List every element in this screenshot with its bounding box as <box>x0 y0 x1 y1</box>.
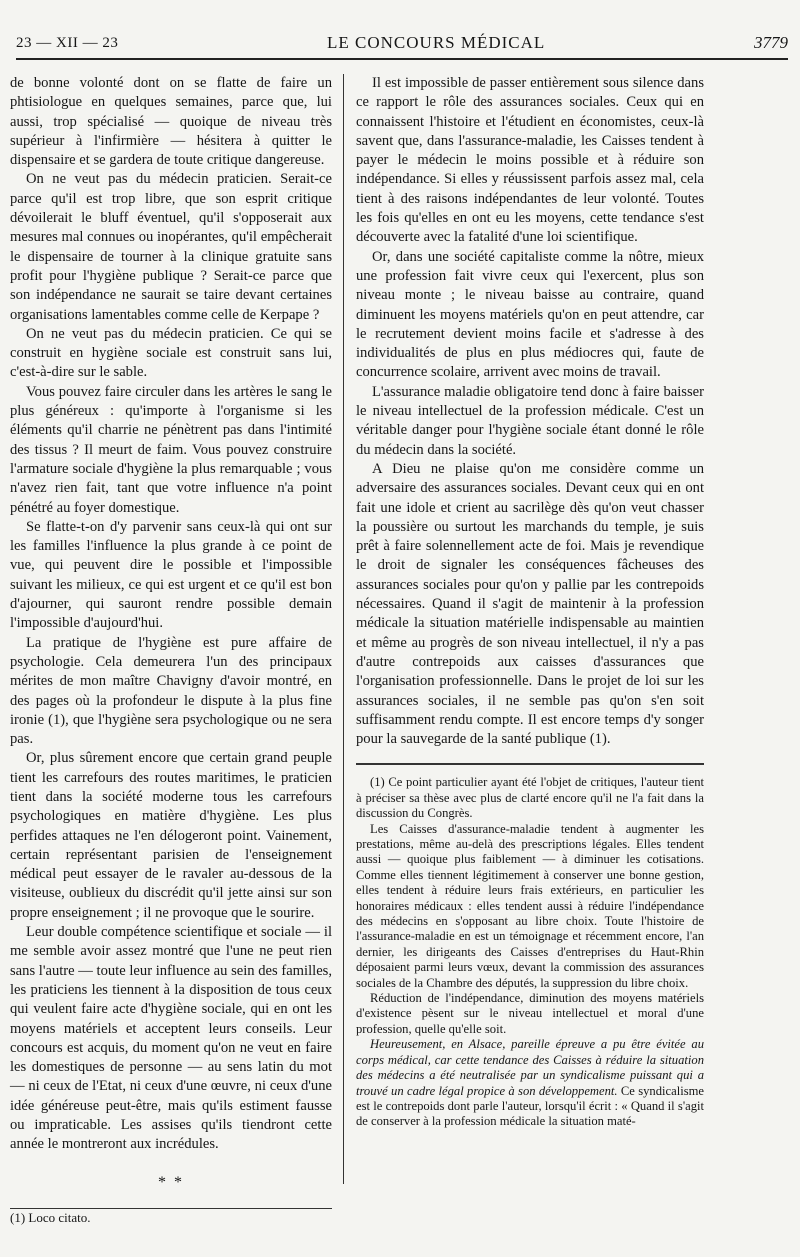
paragraph: A Dieu ne plaise qu'on me considère comme un adversaire des assurances sociales. Devant ceux qui en ont fait une idole et crient au sacrilège dès qu'on veut chasser la poussière ou surtout les marchands du temple, je suis prêt à faire solennellement acte de foi. Mais je revendique le droit de signaler les conséquences fâcheuses des assurances sociales pour qu'on y pallie par les contrepoids nécessaires. Quand il s'agit de maintenir à la profession médicale la situation matérielle indispensable au maintien et même au progrès de son niveau intellectuel, il n'y a pas d'autre contrepoids aux caisses d'assurances que l'organisation professionnelle. Dans le projet de loi sur les assurances sociales, il ne semble pas qu'on s'en soit suffisamment rendu compte. Il est encore temps d'y songer pour la sauvegarde de la santé publique (1). <box>356 460 704 748</box>
footnote: Réduction de l'indépendance, diminution des moyens matériels d'existence pèsent sur le niveau intellectuel et moral d'une profession, quelle qu'elle soit. <box>356 991 704 1036</box>
footnote: (1) Loco citato. <box>10 1209 91 1225</box>
section-asterism: * * <box>158 1173 184 1191</box>
left-column <box>10 74 332 1226</box>
paragraph: Or, plus sûrement encore que certain grand peuple tient les carrefours des routes maritimes, le praticien tient dans la société moderne tous les carrefours psychologiques en matière d'hygiène. Les plus perfides attaques ne l'en délogeront point. Vainement, certain représentant parisien de l'enseignement médical peut essayer de le ravaler au-dessous de la visiteuse, oublieux du discrédit qu'il jette ainsi sur son propre enseignement ; il ne provoque que le sourire. <box>10 750 332 921</box>
footnote-tail: Ce syndicalisme est le contrepoids dont parle l'auteur, lorsqu'il écrit : « Quand il s'agit de conserver à la profession médicale la situation maté- <box>356 1083 704 1129</box>
paragraph: Or, dans une société capitaliste comme la nôtre, mieux une profession fait vivre ceux qui l'exercent, plus son niveau monte ; le niveau baisse au contraire, quand diminuent les moyens matériels qu'on en peut attendre, car le recrutement devient moins facile et s'adresse à des individualités de plus en plus médiocres qui, faute de concurrence scolaire, arrivent avec moins de travail. <box>356 248 704 381</box>
footnote: (1) Ce point particulier ayant été l'objet de critiques, l'auteur tient à préciser sa thèse avec plus de clarté encore qu'il ne l'a fait dans la discussion du Congrès. <box>356 775 704 821</box>
paragraph: La pratique de l'hygiène est pure affaire de psychologie. Cela demeurera l'un des principaux mérites de mon maître Chavigny d'avoir montré, en des pages où la profondeur le dispute à la plus fine ironie (1), que l'hygiène sera psychologique ou ne sera pas. <box>10 634 332 748</box>
footnotes <box>356 775 704 1129</box>
footnote-rule <box>356 763 704 765</box>
page-number: 3779 <box>754 33 788 52</box>
paragraph: de bonne volonté dont on se flatte de faire un phtisiologue en quelques semaines, parce que, lui aussi, trop spécialisé — quoique de niveau très supérieur à l'infirmière — hésitera à quitter le dispensaire et se gardera de toute critique dangereuse. <box>10 75 332 169</box>
footnote <box>356 1037 704 1129</box>
column-divider <box>343 74 344 1184</box>
paragraph: Se flatte-t-on d'y parvenir sans ceux-là qui ont sur les familles l'influence la plus grande à ce point de vue, qui peuvent dire le possible et l'impossible suivant les milieux, ce qui est urgent et ce qu'il est bon d'ajourner, qui sauront rendre possible demain l'impossible d'aujourd'hui. <box>10 518 332 632</box>
journal-title: LE CONCOURS MÉDICAL <box>327 33 546 52</box>
paragraph: Vous pouvez faire circuler dans les artères le sang le plus généreux : qu'importe à l'organisme si les éléments qu'il charrie ne pénètrent pas dans l'intimité des tissus ? Il meurt de faim. Vous pouvez construire l'armature sociale d'hygiène la plus remarquable ; vous n'avez rien fait, tant que votre influence n'a point pénétré au foyer domestique. <box>10 383 332 516</box>
right-column <box>356 74 704 1130</box>
paragraph: Il est impossible de passer entièrement sous silence dans ce rapport le rôle des assurances sociales. Ceux qui en connaissent l'histoire et l'étudient en économistes, ceux-là savent que, dans l'assurance-maladie, les Caisses tendent à payer le médecin le moins possible et à réduire son indépendance. Si elles y réussissent parfois assez mal, cela tient à des raisons indépendantes de leur volonté. Toutes les fois qu'elles en ont eu les moyens, cette tendance s'est découverte avec la fatalité d'une loi scientifique. <box>356 75 704 246</box>
footnote: Les Caisses d'assurance-maladie tendent à augmenter les prestations, même au-delà des prescriptions légales. Elles tendent aussi — quoique plus faiblement — à diminuer les cotisations. Comme elles tiennent légitimement à conserver une bonne gestion, elles tendent à réduire leurs frais extérieurs, en particulier les honoraires médicaux : elles tendent aussi à réduire l'indépendance des médecins en s'opposant au libre choix. Toute l'histoire de l'assurance-maladie en est un témoignage et récemment encore, l'an dernier, les dirigeants des Caisses d'entreprises du Haut-Rhin déposaient parmi leurs vœux, devant la commission des assurances sociales de la Chambre des députés, la suppression du libre choix. <box>356 821 704 990</box>
paragraph: L'assurance maladie obligatoire tend donc à faire baisser le niveau intellectuel de la profession médicale. C'est un véritable danger pour l'hygiène sociale étant donné le rôle du médecin dans la société. <box>356 383 704 458</box>
footnote-italic: Heureusement, en Alsace, pareille épreuve a pu être évitée au corps médical, car cette tendance des Caisses à réduire la situation des médecins a été neutralisée par un syndicalisme puissant qui a trouvé un cadre légal propice à son développement. <box>356 1037 704 1098</box>
paragraph: On ne veut pas du médecin praticien. Serait-ce parce qu'il est trop libre, que son esprit critique dévoilerait le bluff éventuel, qu'il s'opposerait aux mesures mal connues ou inopérantes, qu'il empêcherait le dispensaire de tourner à la clinique gratuite sans profit pour l'hygiène publique ? Serait-ce parce que son indépendance ne saurait se taire devant certaines organisations lamentables comme celle de Kerpape ? <box>10 171 332 323</box>
issue-date: 23 — XII — 23 <box>16 34 119 51</box>
paragraph: On ne veut pas du médecin praticien. Ce qui se construit en hygiène sociale est construit sans lui, c'est-à-dire sur le sable. <box>10 325 332 381</box>
paragraph: Leur double compétence scientifique et sociale — il me semble avoir assez montré que l'une ne peut rien sans l'autre — toute leur influence au sein des familles, les praticiens les tiennent à la disposition de tous ceux qui veulent faire acte d'hygiène sociale, qui en ont les moyens matériels et acceptent leurs conseils. Leur concours est acquis, du moment qu'on ne veut en faire les domestiques de personne — au sens latin du mot — ni ceux de l'Etat, ni ceux d'une œuvre, ni ceux d'une idée généreuse peut-être, mais qu'ils estiment fausse ou impraticable. Les assises qu'ils tiendront cette année le montreront aux incrédules. <box>10 924 332 1153</box>
running-header <box>16 28 788 60</box>
